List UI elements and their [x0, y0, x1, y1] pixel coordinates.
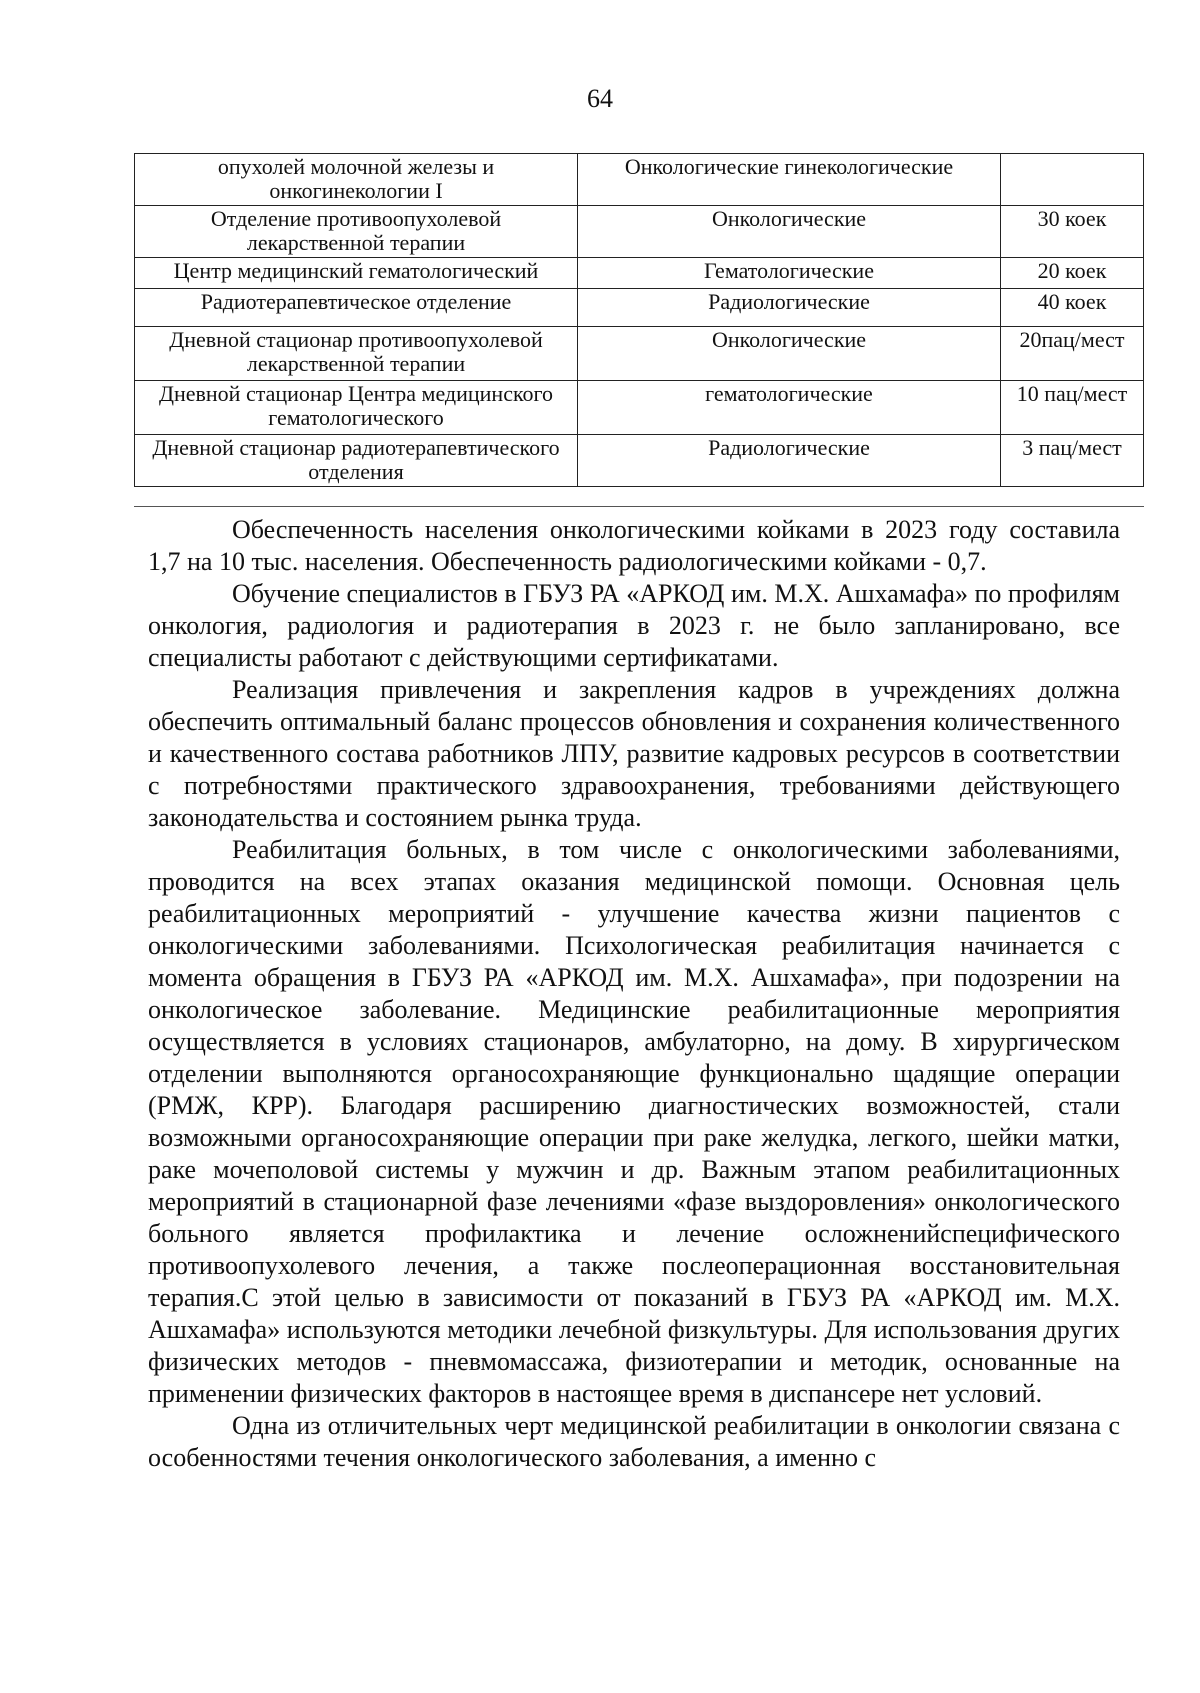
department-cell: опухолей молочной железы и онкогинекологии I [135, 154, 578, 206]
bed-capacity-table [134, 153, 1144, 487]
capacity-cell: 3 пац/мест [1001, 435, 1144, 487]
profile-cell: Онкологические [578, 206, 1001, 258]
profile-cell: Радиологические [578, 289, 1001, 327]
profile-cell: Радиологические [578, 435, 1001, 487]
profile-cell: Онкологические [578, 327, 1001, 381]
department-cell: Дневной стационар противоопухолевой лекарственной терапии [135, 327, 578, 381]
department-cell: Дневной стационар Центра медицинского гематологического [135, 381, 578, 435]
department-cell: Дневной стационар радиотерапевтического отделения [135, 435, 578, 487]
capacity-cell: 30 коек [1001, 206, 1144, 258]
paragraph-staff-retention: Реализация привлечения и закрепления кадров в учреждениях должна обеспечить оптимальный баланс процессов обновления и сохранения количественного и качественного состава работников ЛПУ, развитие кадровых ресурсов в соответствии с потребностями практического здравоохранения, требованиями действующего законодательства и состоянием рынка труда. [148, 675, 1120, 832]
table-row [135, 327, 1144, 381]
department-cell: Отделение противоопухолевой лекарственной терапии [135, 206, 578, 258]
profile-cell: Онкологические гинекологические [578, 154, 1001, 206]
table-row [135, 206, 1144, 258]
capacity-cell: 20пац/мест [1001, 327, 1144, 381]
table-bottom-rule [134, 506, 1144, 507]
table-row [135, 258, 1144, 289]
paragraph-rehabilitation: Реабилитация больных, в том числе с онкологическими заболеваниями, проводится на всех этапах оказания медицинской помощи. Основная цель реабилитационных мероприятий - улучшение качества жизни пациентов с онкологическими заболеваниями. Психологическая реабилитация начинается с момента обращения в ГБУЗ РА «АРКОД им. М.Х. Ашхамафа», при подозрении на онкологическое заболевание. Медицинские реабилитационные мероприятия осуществляется в условиях стационаров, амбулаторно, на дому. В хирургическом отделении выполняются органосохраняющие функционально щадящие операции (РМЖ, КРР). Благодаря расширению диагностических возможностей, стали возможными органосохраняющие операции при раке желудка, легкого, шейки матки, раке мочеполовой системы у мужчин и др. Важным этапом реабилитационных мероприятий в стационарной фазе лечениями «фазе выздоровления» онкологического больного является профилактика и лечение осложненийспецифического противоопухолевого лечения, а также послеоперационная восстановительная терапия.С этой целью в зависимости от показаний в ГБУЗ РА «АРКОД им. М.Х. Ашхамафа» используются методики лечебной физкультуры. Для использования других физических методов - пневмомассажа, физиотерапии и методик, основанные на применении физических факторов в настоящее время в диспансере нет условий. [148, 835, 1120, 1408]
table-row [135, 435, 1144, 487]
capacity-cell: 10 пац/мест [1001, 381, 1144, 435]
profile-cell: Гематологические [578, 258, 1001, 289]
department-cell: Центр медицинский гематологический [135, 258, 578, 289]
body-text [148, 514, 1120, 1474]
capacity-cell [1001, 154, 1144, 206]
capacity-cell: 40 коек [1001, 289, 1144, 327]
table-row [135, 154, 1144, 206]
paragraph-oncology-rehabilitation: Одна из отличительных черт медицинской реабилитации в онкологии связана с особенностями течения онкологического заболевания, а именно с [148, 1411, 1120, 1472]
page-number: 64 [587, 84, 613, 113]
department-cell: Радиотерапевтическое отделение [135, 289, 578, 327]
table-row [135, 381, 1144, 435]
table-row [135, 289, 1144, 327]
capacity-cell: 20 коек [1001, 258, 1144, 289]
profile-cell: гематологические [578, 381, 1001, 435]
paragraph-staff-training: Обучение специалистов в ГБУЗ РА «АРКОД им. М.Х. Ашхамафа» по профилям онкология, радиология и радиотерапия в 2023 г. не было запланировано, все специалисты работают с действующими сертификатами. [148, 579, 1120, 672]
paragraph-bed-provision: Обеспеченность населения онкологическими койками в 2023 году составила 1,7 на 10 тыс. населения. Обеспеченность радиологическими койками - 0,7. [148, 515, 1120, 576]
